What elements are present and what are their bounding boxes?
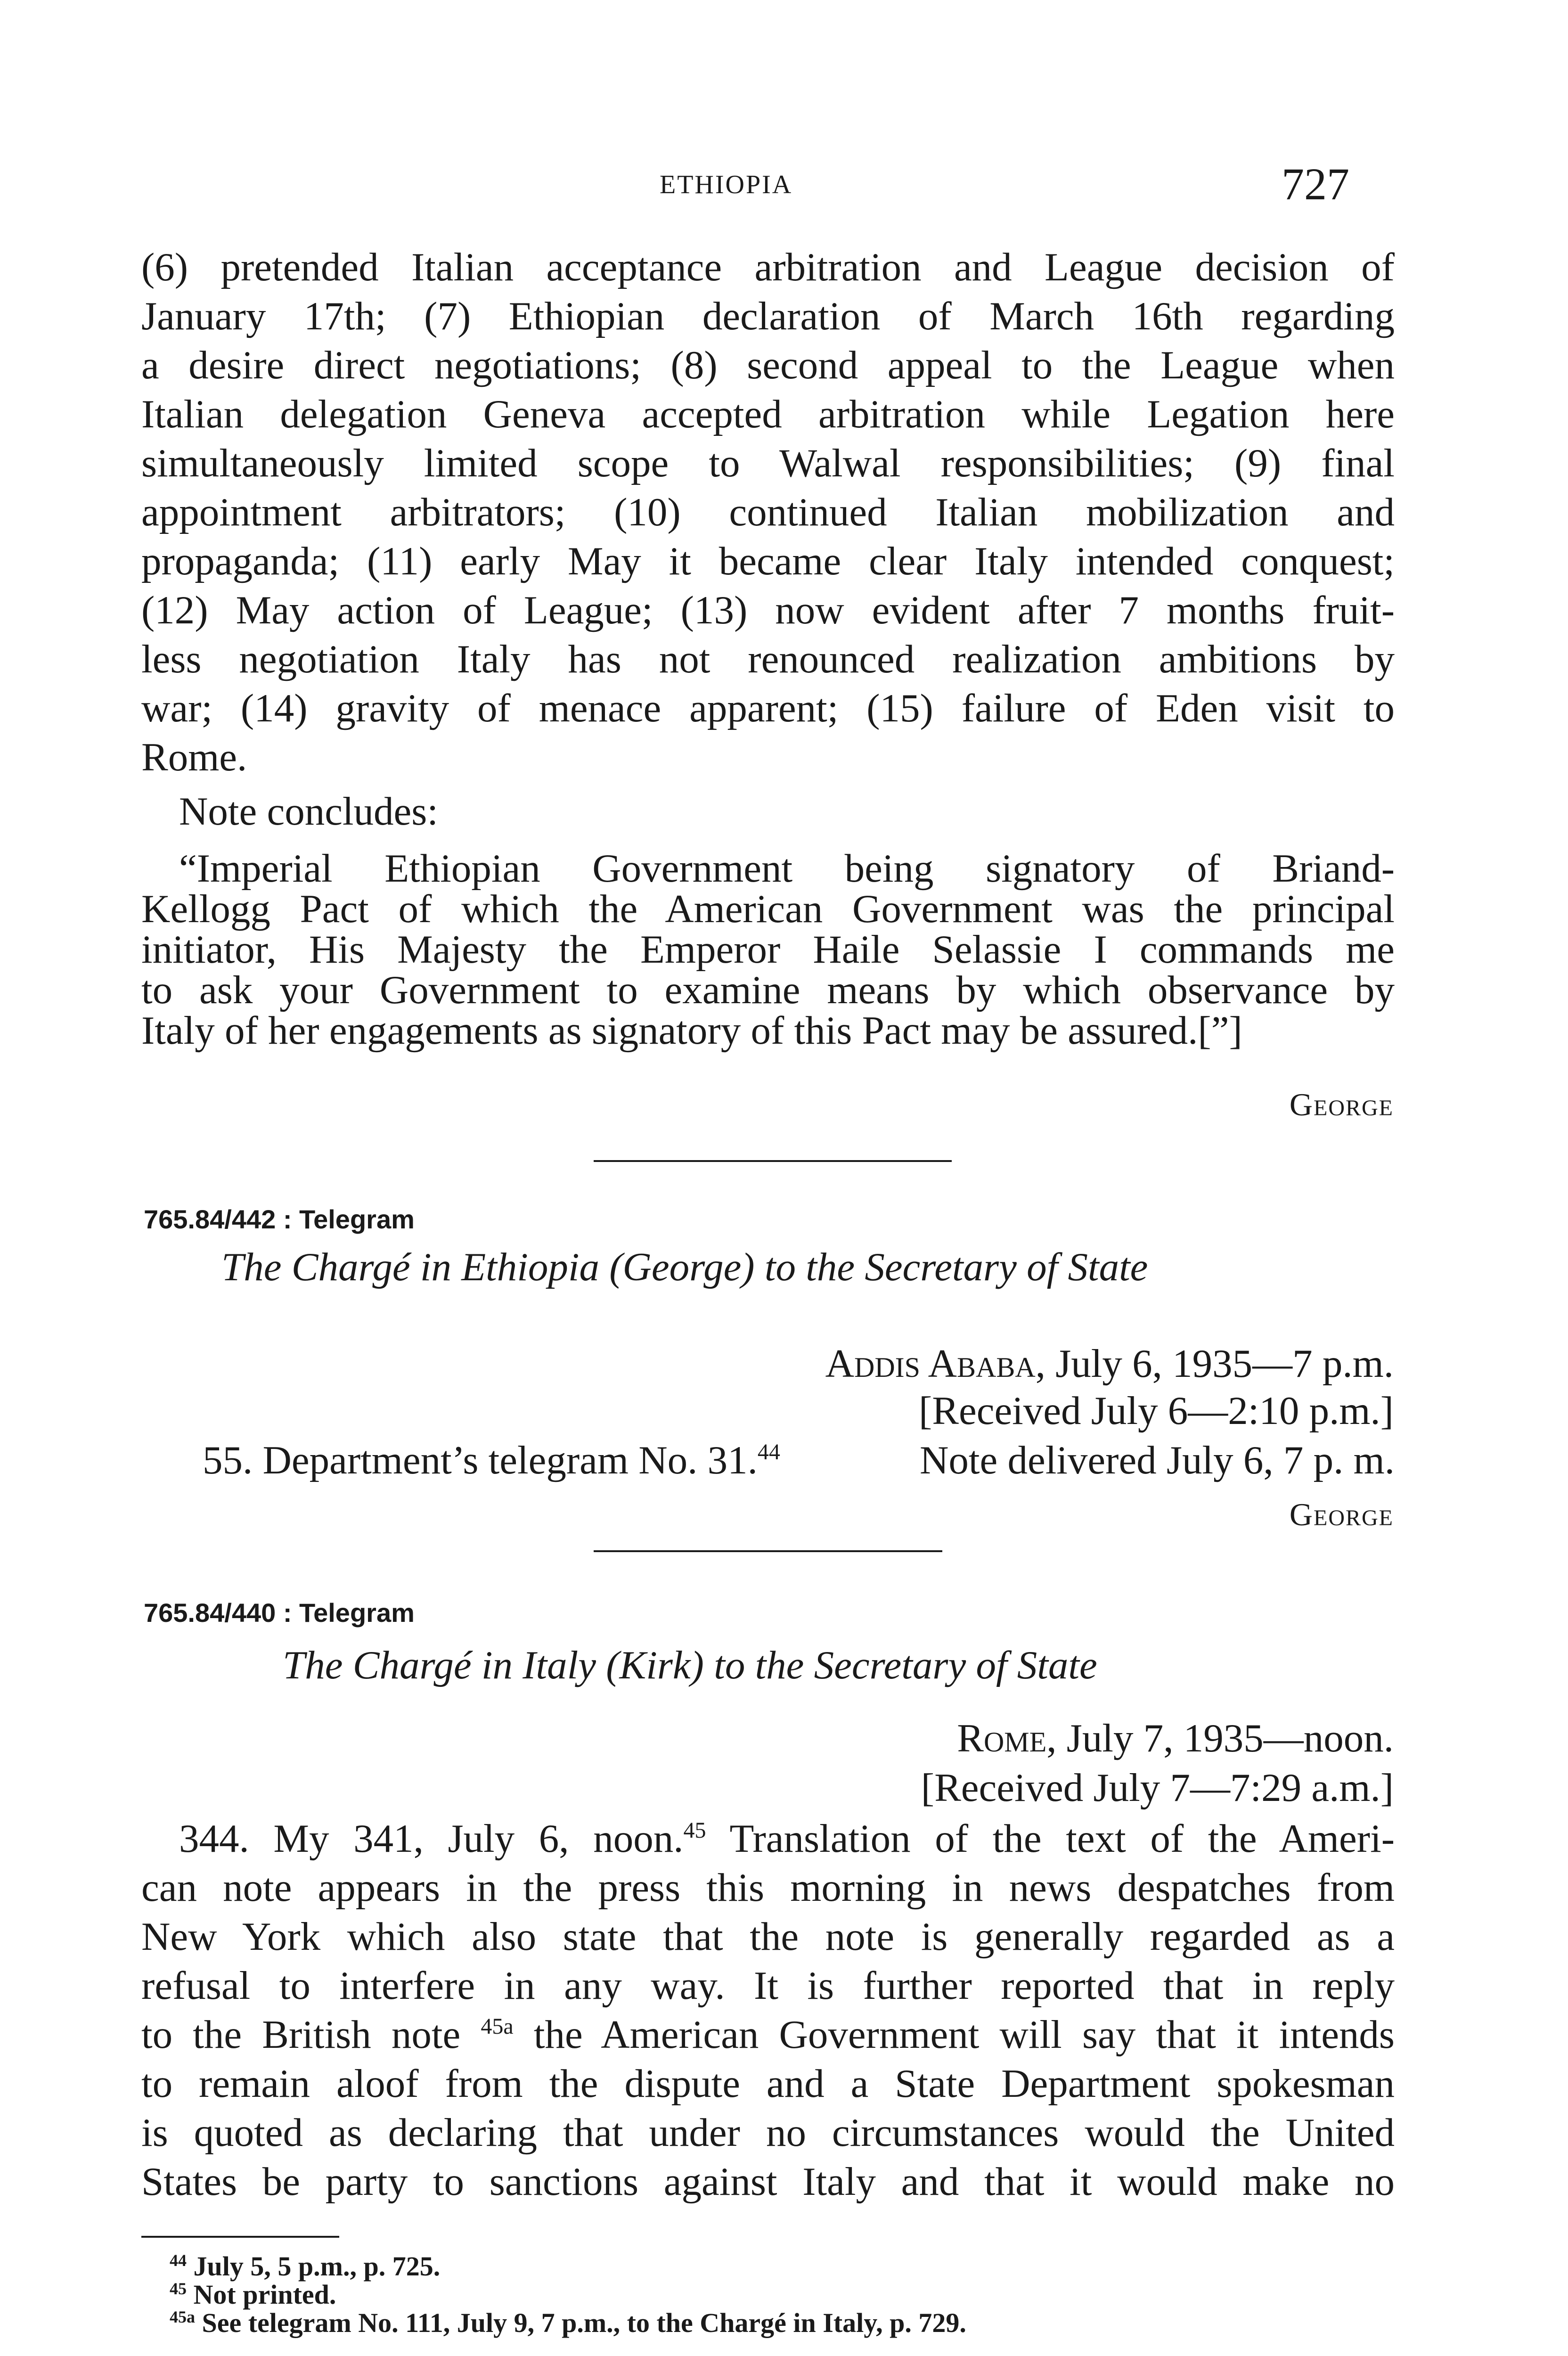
footnote-mark: 45 <box>170 2279 187 2298</box>
text-line: war; (14) gravity of menace apparent; (15) failure of Eden visit to <box>141 686 1395 730</box>
footnote-reference[interactable]: 44 <box>757 1440 780 1464</box>
section-divider <box>594 1160 952 1162</box>
file-reference: 765.84/442 : Telegram <box>144 1204 415 1234</box>
document-title: The Chargé in Italy (Kirk) to the Secretary of State <box>283 1643 1097 1687</box>
footnote-text: See telegram No. 111, July 9, 7 p.m., to the Chargé in Italy, p. 729. <box>195 2307 966 2338</box>
continued-telegram-body <box>141 243 1395 782</box>
date-text: , July 7, 1935—noon. <box>1046 1716 1394 1760</box>
text-line: can note appears in the press this morning in news despatches from <box>141 1865 1395 1910</box>
quote-line: to ask your Government to examine means by which observance by <box>141 968 1395 1012</box>
date-text: , July 6, 1935—7 p.m. <box>1035 1342 1394 1386</box>
text-fragment: 344. My 341, July 6, noon. <box>179 1816 684 1861</box>
quote-line: initiator, His Majesty the Emperor Haile Selassie I commands me <box>141 927 1395 972</box>
text-line: States be party to sanctions against Italy and that it would make no <box>141 2160 1395 2204</box>
footnote-reference[interactable]: 45 <box>683 1818 706 1843</box>
text-line: propaganda; (11) early May it became clear Italy intended conquest; <box>141 539 1395 583</box>
body-paragraph <box>141 243 1395 782</box>
text-line <box>141 1814 1395 1863</box>
text-line: refusal to interfere in any way. It is further reported that in reply <box>141 1963 1395 2008</box>
signature: George <box>1289 1497 1394 1532</box>
place-date-line <box>825 1341 1394 1387</box>
text-line: New York which also state that the note is generally regarded as a <box>141 1914 1395 1959</box>
text-line: to remain aloof from the dispute and a State Department spokesman <box>141 2062 1395 2106</box>
quote-line: “Imperial Ethiopian Government being signatory of Briand- <box>179 846 1395 891</box>
text-line: Rome. <box>141 735 247 779</box>
text-line: Italian delegation Geneva accepted arbitration while Legation here <box>141 392 1395 436</box>
received-line: [Received July 7—7:29 a.m.] <box>921 1766 1394 1810</box>
text-fragment: the American Government will say that it intends <box>513 2012 1395 2057</box>
place-date-line <box>957 1715 1394 1761</box>
telegram-body-line <box>203 1437 1395 1483</box>
footnote-text: Not printed. <box>187 2279 336 2310</box>
received-line: [Received July 6—2:10 p.m.] <box>918 1389 1394 1433</box>
quote-line: Kellogg Pact of which the American Government was the principal <box>141 887 1395 931</box>
text-line: a desire direct negotiations; (8) second appeal to the League when <box>141 343 1395 387</box>
text-line <box>141 2010 1395 2059</box>
document-title: The Chargé in Ethiopia (George) to the Secretary of State <box>221 1245 1148 1289</box>
footnote <box>170 2309 966 2337</box>
footnotes <box>170 2252 966 2337</box>
text-line: (12) May action of League; (13) now evident after 7 months fruit- <box>141 588 1395 632</box>
text-line: January 17th; (7) Ethiopian declaration of March 16th regarding <box>141 294 1395 338</box>
footnote-reference[interactable]: 45a <box>481 2014 514 2039</box>
file-reference: 765.84/440 : Telegram <box>144 1598 415 1628</box>
note-concludes-line: Note concludes: <box>179 789 438 834</box>
telegram-body <box>141 1814 1395 2206</box>
quoted-note <box>141 848 1395 1051</box>
quote-line: Italy of her engagements as signatory of this Pact may be assured.[”] <box>141 1008 1242 1053</box>
text-line: (6) pretended Italian acceptance arbitration and League decision of <box>141 245 1395 289</box>
footnote-divider <box>141 2236 339 2238</box>
text-fragment: Translation of the text of the Ameri- <box>706 1816 1395 1861</box>
footnote-mark: 45a <box>170 2307 195 2326</box>
place-name: Rome <box>957 1716 1047 1760</box>
text-fragment: to the British note <box>141 2012 481 2057</box>
text-line: is quoted as declaring that under no circumstances would the United <box>141 2111 1395 2155</box>
body-text: 55. Department’s telegram No. 31. <box>203 1438 758 1482</box>
page-number: 727 <box>1282 159 1349 209</box>
footnote-mark: 44 <box>170 2251 187 2270</box>
body-text: Note delivered July 6, 7 p. m. <box>919 1438 1395 1482</box>
footnote <box>170 2281 966 2309</box>
running-header-title: ETHIOPIA <box>660 170 793 199</box>
text-line: simultaneously limited scope to Walwal responsibilities; (9) final <box>141 441 1395 485</box>
text-line: appointment arbitrators; (10) continued Italian mobilization and <box>141 490 1395 534</box>
footnote <box>170 2252 966 2281</box>
text-line: less negotiation Italy has not renounced realization ambitions by <box>141 637 1395 681</box>
body-paragraph <box>141 1814 1395 2206</box>
signature: George <box>1289 1087 1394 1122</box>
section-divider <box>594 1550 942 1552</box>
place-name: Addis Ababa <box>825 1342 1036 1386</box>
footnote-text: July 5, 5 p.m., p. 725. <box>187 2251 441 2282</box>
